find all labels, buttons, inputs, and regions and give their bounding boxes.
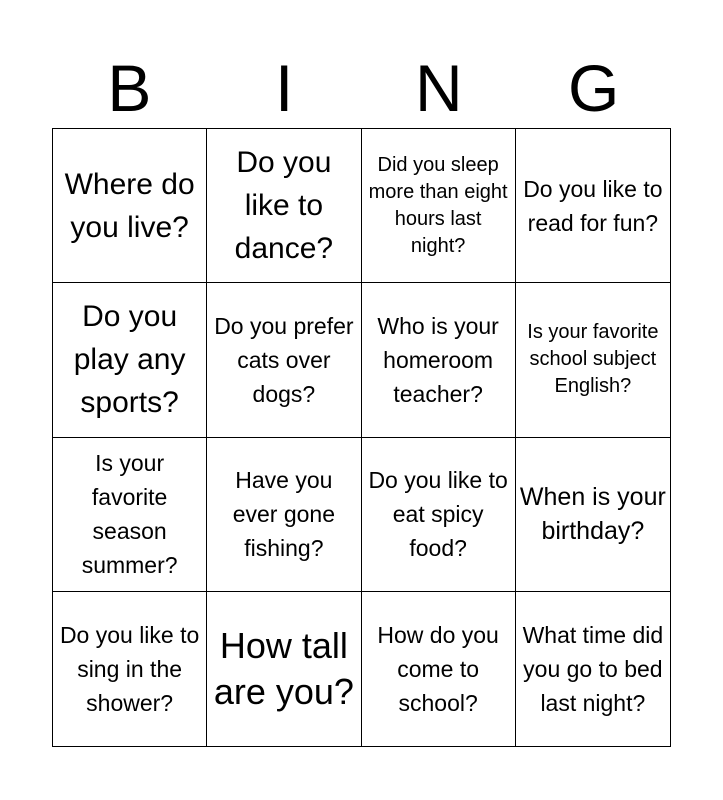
bingo-cell-r2c4[interactable] (516, 283, 670, 437)
bingo-cell-text: Is your favorite school subject English? (527, 321, 659, 398)
bingo-cell-r4c3[interactable] (362, 592, 516, 746)
bingo-cell-r1c3[interactable] (362, 129, 516, 283)
bingo-cell-text: Is your favorite season summer? (81, 450, 178, 579)
bingo-cell-r1c2[interactable] (207, 129, 361, 283)
bingo-cell-r2c2[interactable] (207, 283, 361, 437)
bingo-header (52, 52, 671, 124)
bingo-cell-r3c1[interactable] (53, 438, 207, 592)
bingo-cell-text: What time did you go to bed last night? (522, 621, 664, 716)
header-letter-g: G (567, 51, 620, 125)
bingo-cell-r4c4[interactable] (516, 592, 670, 746)
bingo-cell-text: Where do you live? (64, 167, 195, 244)
bingo-cell-r1c4[interactable] (516, 129, 670, 283)
header-letter-b: B (107, 51, 152, 125)
bingo-cell-text: Do you like to sing in the shower? (59, 621, 200, 716)
bingo-cell-text: How tall are you? (213, 624, 354, 712)
bingo-cell-r1c1[interactable] (53, 129, 207, 283)
bingo-cell-text: When is your birthday? (519, 483, 666, 546)
bingo-cell-r4c1[interactable] (53, 592, 207, 746)
bingo-cell-text: Did you sleep more than eight hours last night? (368, 153, 508, 257)
bingo-cell-text: How do you come to school? (377, 621, 499, 716)
header-letter-i: I (274, 51, 294, 125)
bingo-cell-text: Do you prefer cats over dogs? (214, 312, 354, 407)
bingo-cell-text: Do you like to dance? (234, 146, 334, 266)
bingo-cell-r3c3[interactable] (362, 438, 516, 592)
bingo-cell-r2c3[interactable] (362, 283, 516, 437)
bingo-cell-text: Have you ever gone fishing? (232, 467, 336, 562)
bingo-cell-text: Do you play any sports? (73, 300, 186, 420)
bingo-cell-text: Do you like to eat spicy food? (368, 467, 508, 562)
bingo-grid (52, 128, 671, 747)
bingo-cell-r2c1[interactable] (53, 283, 207, 437)
bingo-cell-r4c2[interactable] (207, 592, 361, 746)
bingo-cell-r3c4[interactable] (516, 438, 670, 592)
header-letter-n: N (415, 51, 463, 125)
bingo-cell-text: Who is your homeroom teacher? (377, 312, 499, 407)
bingo-cell-r3c2[interactable] (207, 438, 361, 592)
bingo-cell-text: Do you like to read for fun? (523, 175, 663, 236)
